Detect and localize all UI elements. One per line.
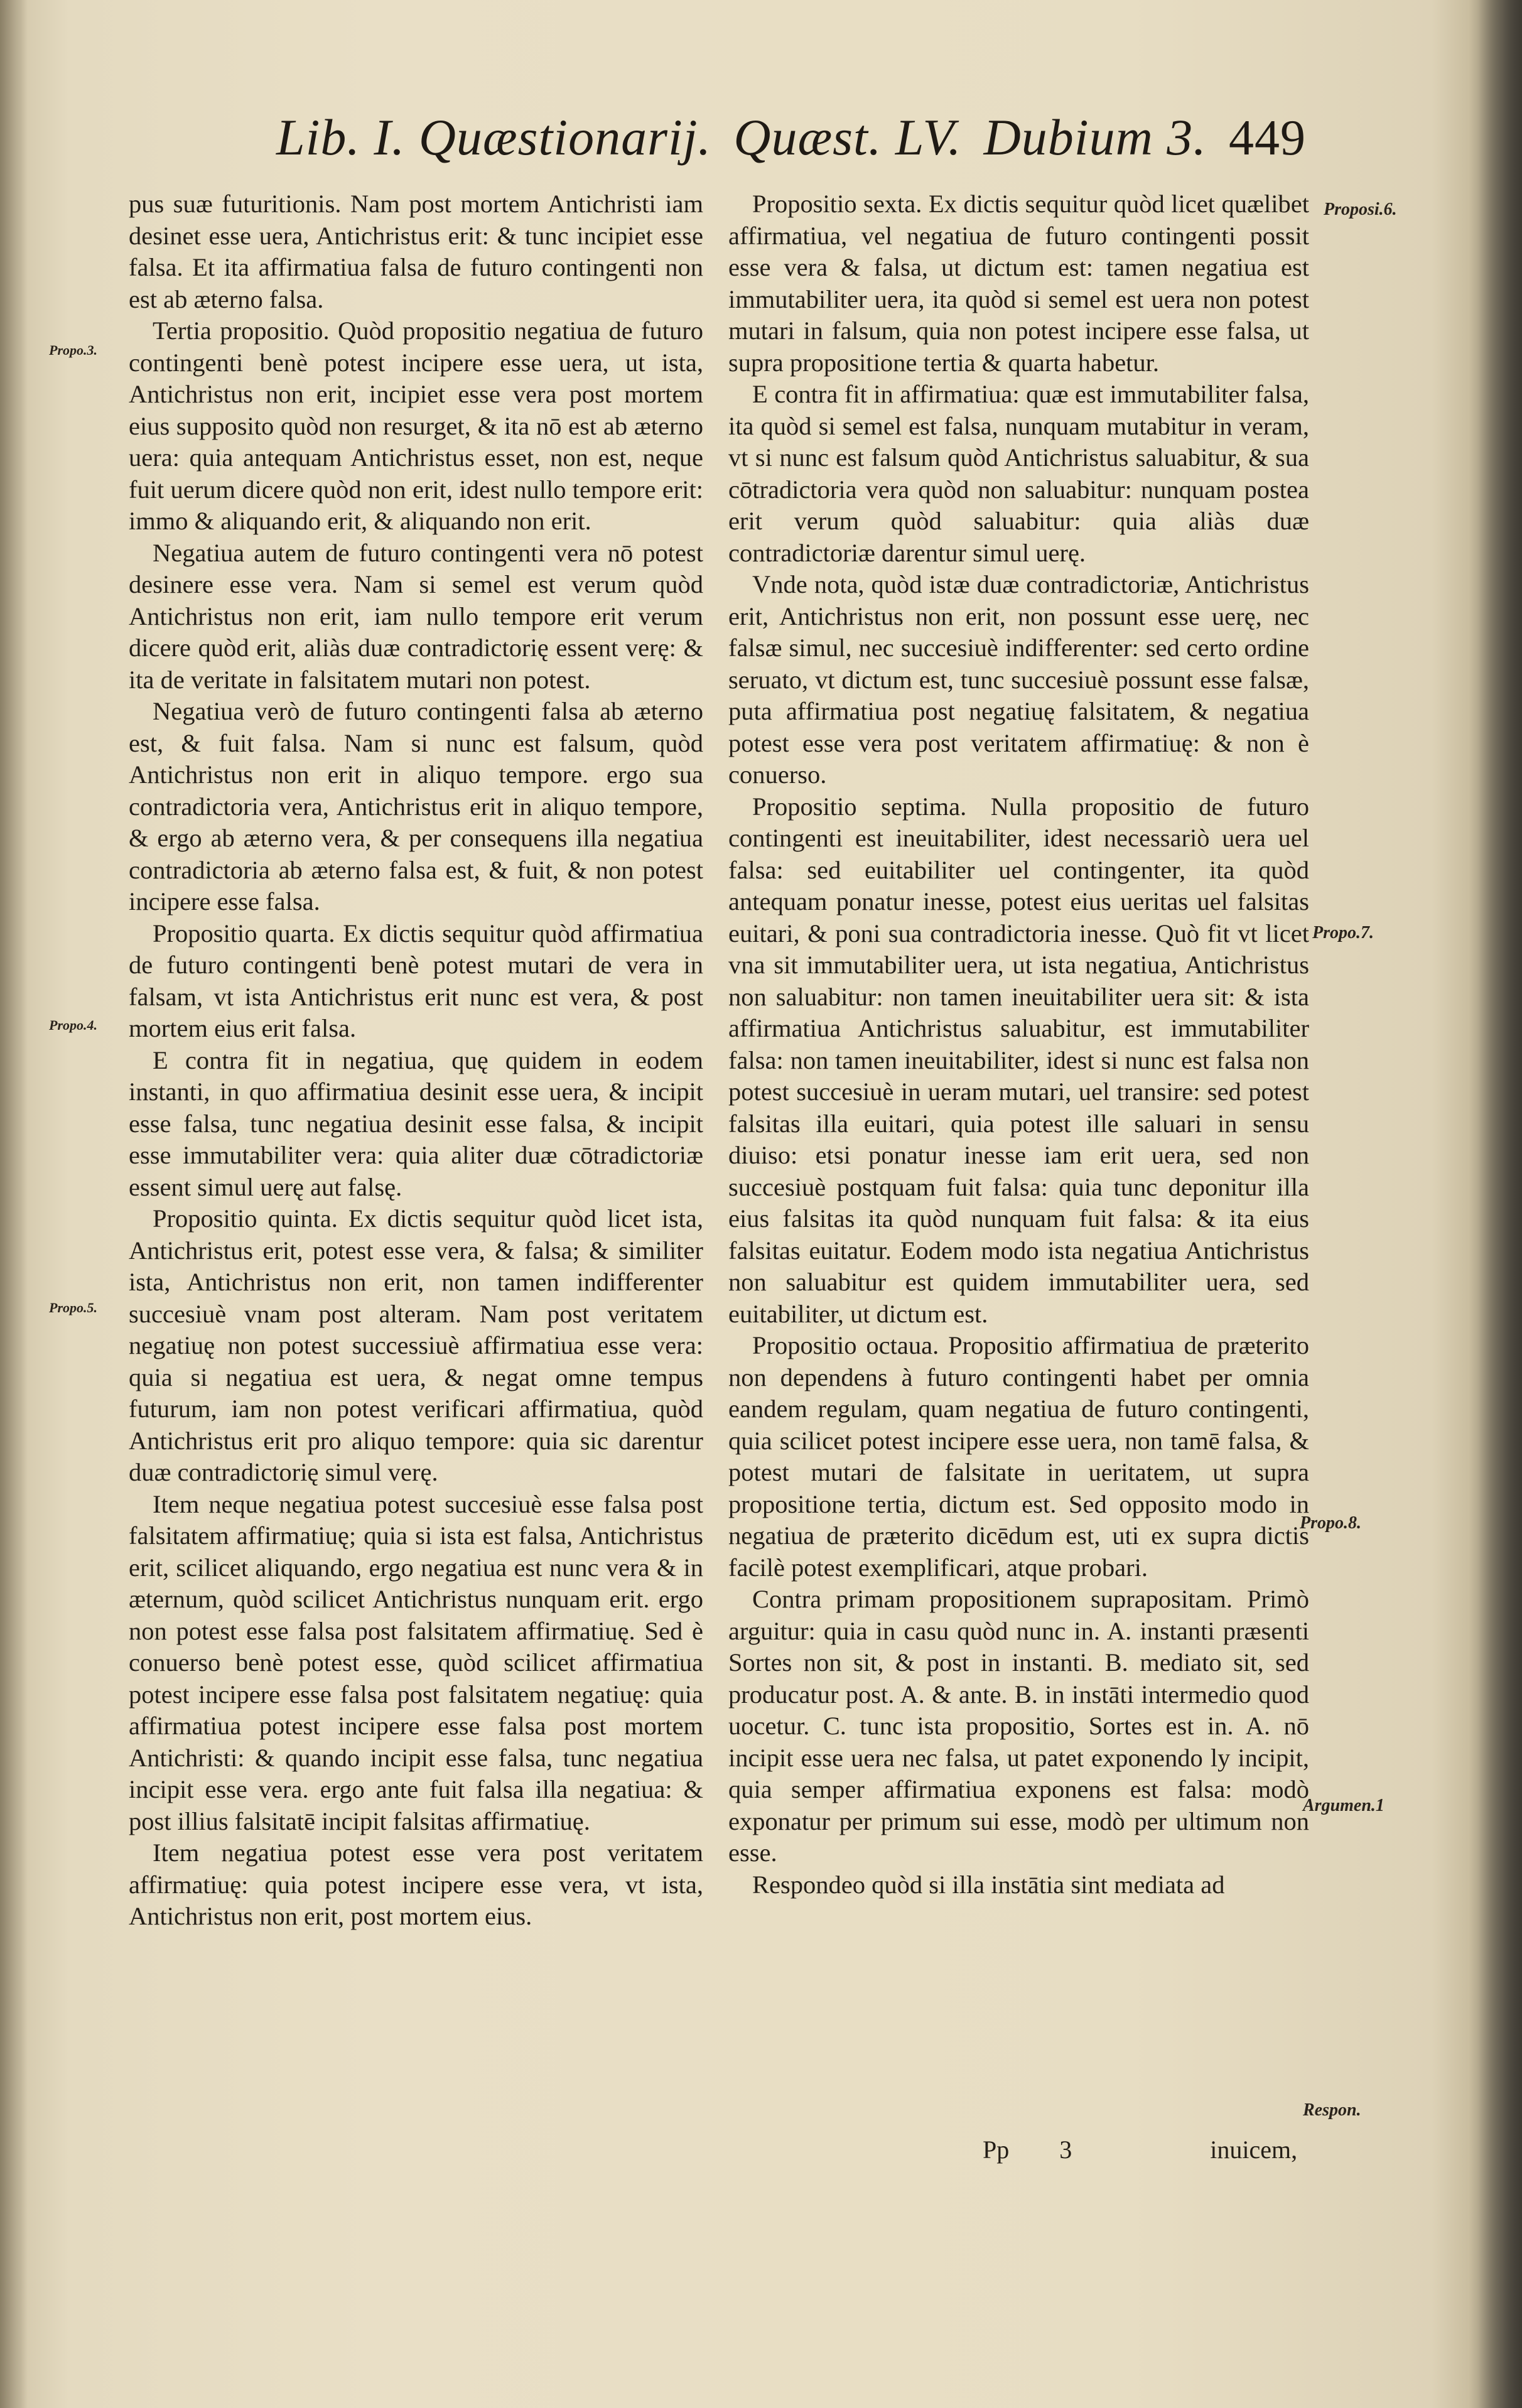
paragraph: Contra primam propositionem suprapositam. Primò arguitur: quia in casu quòd nunc in. A. instanti præsenti Sortes non sit, & post in instanti. B. mediato sit, sed producatur post. A. & ante. B. in instāti intermedio quod uocetur. C. tunc ista propositio, Sortes est in. A. nō incipit esse uera nec falsa, ut patet exponendo ly incipit, quia semper affirmatiua exponens est falsa: modò exponatur per primum sui esse, modò per ultimum non esse. [728,1585,1309,1867]
paragraph: Propositio quinta. Ex dictis sequitur quòd licet ista, Antichristus erit, potest esse vera, & falsa; & similiter ista, Antichristus non erit, non tamen indifferenter succesiuè vnam post alteram. Nam post veritatem negatiuę non potest successiuè affirmatiua esse vera: quia si negatiua est uera, & negat omne tempus futurum, iam non potest verificari affirmatiua, quòd Antichristus erit pro aliquo tempore: quia sic darentur duæ contradictorię simul verę. [129,1204,703,1486]
running-header [276,108,1306,177]
paragraph: Vnde nota, quòd istæ duæ contradictoriæ, Antichristus erit, Antichristus non erit, non possunt esse uerę, nec falsæ simul, nec succesiuè indifferenter: sed certo ordine seruato, vt dictum est, tunc succesiuè possunt esse falsæ, puta affirmatiua post negatiuę falsitatem, & negatiua potest esse vera post veritatem affirmatiuę: & non è conuerso. [728,570,1309,789]
margin-note-propositio-5: Propo.5. [49,1300,97,1315]
signature-number: 3 [1059,2135,1072,2164]
paragraph: Negatiua verò de futuro contingenti falsa ab æterno est, & fuit falsa. Nam si nunc est falsum, quòd Antichristus non erit in aliquo tempore. ergo sua contradictoria vera, Antichristus erit in aliquo tempore, & ergo ab æterno vera, & per consequens illa negatiua contradictoria ab æterno falsa est, & fuit, & non potest incipere esse falsa. [129,697,703,915]
paragraph: Tertia propositio. Quòd propositio negatiua de futuro contingenti benè potest incipere esse uera, ut ista, Antichristus non erit, incipiet esse vera post mortem eius supposito quòd non resurget, & ita nō est ab æterno uera: quia antequam Antichristus esset, non est, neque fuit uerum dicere quòd non erit, idest nullo tempore erit: immo & aliquando erit, & aliquando non erit. [129,316,703,535]
header-question: Quæst. LV. [733,109,962,166]
margin-note-propositio-8: Propo.8. [1300,1513,1361,1533]
margin-note-argumentum-1: Argumen.1 [1303,1796,1384,1815]
margin-note-propositio-4: Propo.4. [49,1017,97,1033]
header-book-title: Lib. I. Quæstionarij. [276,109,712,166]
right-text-column [728,188,1309,1901]
margin-note-responsio: Respon. [1303,2100,1361,2120]
paragraph: E contra fit in negatiua, quę quidem in eodem instanti, in quo affirmatiua desinit esse uera, & incipit esse falsa, tunc negatiua desinit esse falsa, & incipit esse immutabiliter vera: quia aliter duæ cōtradictoriæ essent simul uerę aut falsę. [129,1045,703,1201]
margin-note-propositio-3: Propo.3. [49,342,97,358]
header-dubium: Dubium 3. [983,109,1207,166]
paragraph: Item neque negatiua potest succesiuè esse falsa post falsitatem affirmatiuę; quia si ista est falsa, Antichristus erit, scilicet aliquando, ergo negatiua est nunc vera & in æternum, quòd scilicet Antichristus nunquam erit. ergo non potest esse falsa post falsitatem affirmatiuę. Sed è conuerso benè potest esse, quòd scilicet affirmatiua potest incipere esse falsa post falsitatem negatiuę: quia affirmatiua potest incipere esse falsa post mortem Antichristi: & quando incipit esse falsa, tunc negatiua incipit esse vera. ergo ante fuit falsa illa negatiua: & post illius falsitatē incipit falsitas affirmatiuę. [129,1489,703,1835]
margin-note-propositio-7: Propo.7. [1312,923,1374,942]
paragraph: Negatiua autem de futuro contingenti vera nō potest desinere esse vera. Nam si semel est verum quòd Antichristus non erit, iam nullo tempore erit verum dicere quòd erit, aliàs duæ contradictorię essent verę: & ita de veritate in falsitatem mutari non potest. [129,538,703,694]
paragraph: Item negatiua potest esse vera post veritatem affirmatiuę: quia potest incipere esse vera, vt ista, Antichristus non erit, post mortem eius. [129,1838,703,1930]
left-text-column [129,188,703,1933]
catchword: inuicem, [1210,2135,1298,2164]
paragraph: Propositio quarta. Ex dictis sequitur quòd affirmatiua de futuro contingenti benè potest mutari de vera in falsam, vt ista Antichristus erit nunc est vera, & post mortem eius erit falsa. [129,919,703,1042]
signature-line [983,2135,1297,2164]
margin-note-propositio-6: Proposi.6. [1324,200,1397,219]
paragraph: Propositio sexta. Ex dictis sequitur quòd licet quælibet affirmatiua, vel negatiua de futuro contingenti possit esse vera & falsa, ut dictum est: tamen negatiua est immutabiliter uera, ita quòd si semel est uera non potest mutari in falsum, quia non potest incipere esse falsa, ut supra propositione tertia & quarta habetur. [728,190,1309,377]
paragraph: Propositio octaua. Propositio affirmatiua de præterito non dependens à futuro contingenti habet per omnia eandem regulam, quam negatiua de futuro contingenti, quia scilicet potest incipere esse uera, non tamē falsa, & potest mutari de falsitate in ueritatem, ut supra propositione tertia, dictum est. Sed opposito modo in negatiua de præterito dicēdum est, uti ex supra dictis facilè potest exemplificari, atque probari. [728,1331,1309,1582]
paragraph: Respondeo quòd si illa instātia sint mediata ad [752,1870,1225,1899]
paragraph: E contra fit in affirmatiua: quæ est immutabiliter falsa, ita quòd si semel est falsa, nunquam mutabitur in veram, vt si nunc est falsum quòd Antichristus saluabitur, & sua cōtradictoria vera quòd non saluabitur: nunquam postea erit verum quòd saluabitur: quia aliàs duæ contradictoriæ darentur simul uerę. [728,380,1309,567]
paragraph: pus suæ futuritionis. Nam post mortem Antichristi iam desinet esse uera, Antichristus erit: & tunc incipiet esse falsa. Et ita affirmatiua falsa de futuro contingenti non est ab æterno falsa. [129,190,703,313]
paragraph: Propositio septima. Nulla propositio de futuro contingenti est ineuitabiliter, idest necessariò uera uel falsa: sed euitabiliter uel contingenter, ita quòd antequam ponatur inesse, potest eius ueritas uel falsitas euitari, & poni sua contradictoria inesse. Quò fit vt licet vna sit immutabiliter uera, ut ista negatiua, Antichristus non saluabitur: non tamen ineuitabiliter uera sit: & ista affirmatiua Antichristus saluabitur, est immutabiliter falsa: non tamen ineuitabiliter, idest si nunc est falsa non potest succesiuè in ueram mutari, uel transire: sed potest falsitas illa euitari, quia potest ille saluari in sensu diuiso: etsi ponatur inesse iam erit uera, sed non succesiuè postquam fuit falsa: quia tunc deponitur illa eius falsitas ita quòd nunquam fuit falsa: & ita eius falsitas euitatur. Eodem modo ista negatiua Antichristus non saluabitur est quidem immutabiliter uera, sed euitabiliter, ut dictum est. [728,792,1309,1328]
signature-mark: Pp [983,2135,1010,2164]
page-number: 449 [1228,111,1306,166]
